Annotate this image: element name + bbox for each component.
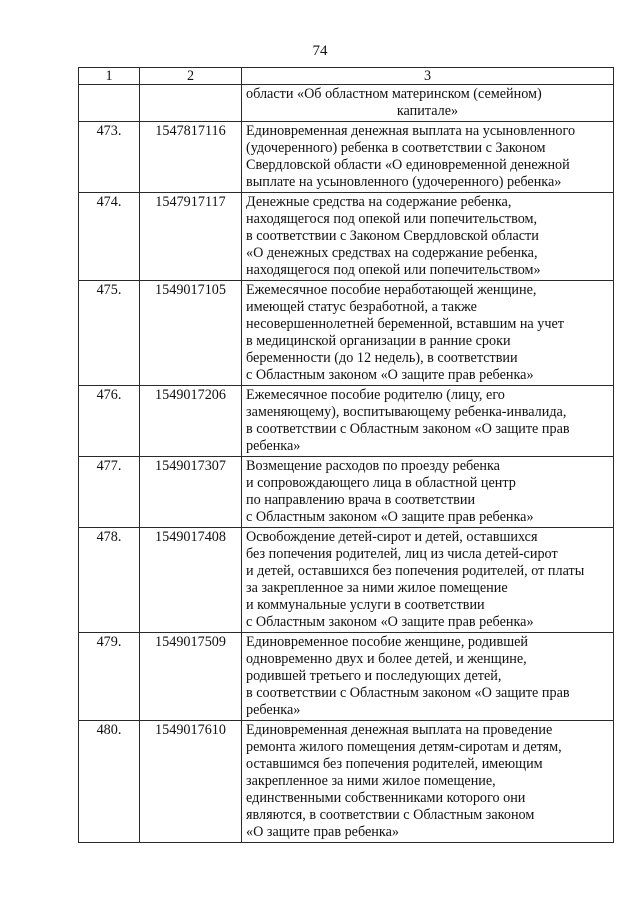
- description-line: «О защите прав ребенка»: [246, 824, 399, 840]
- column-header-code: 2: [140, 68, 242, 85]
- row-number-cell: 475.: [79, 281, 140, 386]
- table-row-continuation: [79, 85, 614, 122]
- description-line: Освобождение детей-сирот и детей, оставшихся: [246, 529, 538, 545]
- description-line: несовершеннолетней беременной, вставшим на учет: [246, 316, 565, 332]
- description-line: Единовременная денежная выплата на проведение: [246, 722, 553, 738]
- description-line: в соответствии с Областным законом «О защите прав: [246, 421, 570, 437]
- row-number-cell: 478.: [79, 528, 140, 633]
- description-line: с Областным законом «О защите прав ребенка»: [246, 509, 534, 525]
- table-header-row: [79, 68, 614, 85]
- column-header-number: 1: [79, 68, 140, 85]
- table-row: [79, 386, 614, 457]
- row-description-cell: [242, 528, 614, 633]
- description-line: беременности (до 12 недель), в соответствии: [246, 350, 518, 366]
- description-line: выплате на усыновленного (удочеренного) ребенка»: [246, 174, 562, 190]
- description-line: Ежемесячное пособие неработающей женщине,: [246, 282, 537, 298]
- description-line: в соответствии с Законом Свердловской области: [246, 228, 539, 244]
- row-description-cell: [242, 386, 614, 457]
- table-row: [79, 457, 614, 528]
- description-line: «О денежных средствах на содержание ребенка,: [246, 245, 538, 261]
- description-line: Ежемесячное пособие родителю (лицу, его: [246, 387, 505, 403]
- description-line: Единовременная денежная выплата на усыновленного: [246, 123, 576, 139]
- description-line: в соответствии с Областным законом «О защите прав: [246, 685, 570, 701]
- row-number-cell: [79, 85, 140, 122]
- row-description-cell: [242, 721, 614, 843]
- row-code-cell: 1547817116: [140, 122, 242, 193]
- page-number: 74: [312, 43, 328, 59]
- row-description-cell: [242, 457, 614, 528]
- row-code-cell: 1549017307: [140, 457, 242, 528]
- description-line: единственными собственниками которого они: [246, 790, 526, 806]
- row-description-cell: [242, 633, 614, 721]
- description-line: области «Об областном материнском (семейном): [246, 86, 542, 102]
- description-line: с Областным законом «О защите прав ребенка»: [246, 367, 534, 383]
- table-row: [79, 193, 614, 281]
- description-line: оставшимся без попечения родителей, имеющим: [246, 756, 543, 772]
- description-line: (удочеренного) ребенка в соответствии с Законом: [246, 140, 546, 156]
- description-line: капитале»: [396, 103, 459, 119]
- row-description-cell: [242, 122, 614, 193]
- row-number-cell: 476.: [79, 386, 140, 457]
- description-line: одновременно двух и более детей, и женщине,: [246, 651, 527, 667]
- description-line: имеющей статус безработной, а также: [246, 299, 477, 315]
- row-number-cell: 477.: [79, 457, 140, 528]
- description-line: являются, в соответствии с Областным законом: [246, 807, 535, 823]
- table-row: [79, 721, 614, 843]
- row-code-cell: 1549017509: [140, 633, 242, 721]
- description-line: Возмещение расходов по проезду ребенка: [246, 458, 500, 474]
- description-line: заменяющему), воспитывающему ребенка-инвалида,: [246, 404, 567, 420]
- row-number-cell: 480.: [79, 721, 140, 843]
- description-line: за закрепленное за ними жилое помещение: [246, 580, 508, 596]
- description-line: закрепленное за ними жилое помещение,: [246, 773, 496, 789]
- description-line: ребенка»: [246, 702, 301, 718]
- column-header-description: 3: [242, 68, 614, 85]
- description-line: без попечения родителей, лиц из числа детей-сирот: [246, 546, 558, 562]
- row-code-cell: 1549017105: [140, 281, 242, 386]
- row-description-cell: [242, 281, 614, 386]
- table-row: [79, 281, 614, 386]
- description-line: находящегося под опекой или попечительством,: [246, 211, 538, 227]
- table-row: [79, 633, 614, 721]
- description-line: находящегося под опекой или попечительством»: [246, 262, 541, 278]
- description-line: и детей, оставшихся без попечения родителей, от платы: [246, 563, 585, 579]
- description-line: Свердловской области «О единовременной денежной: [246, 157, 570, 173]
- row-number-cell: 479.: [79, 633, 140, 721]
- row-description-cell: [242, 193, 614, 281]
- row-number-cell: 473.: [79, 122, 140, 193]
- description-line: ремонта жилого помещения детям-сиротам и детям,: [246, 739, 562, 755]
- description-line: родившей третьего и последующих детей,: [246, 668, 502, 684]
- row-code-cell: 1549017408: [140, 528, 242, 633]
- description-line: с Областным законом «О защите прав ребенка»: [246, 614, 534, 630]
- row-description-cell: [242, 85, 614, 122]
- row-code-cell: 1549017610: [140, 721, 242, 843]
- description-line: Единовременное пособие женщине, родившей: [246, 634, 529, 650]
- description-line: и коммунальные услуги в соответствии: [246, 597, 485, 613]
- row-code-cell: 1547917117: [140, 193, 242, 281]
- description-line: Денежные средства на содержание ребенка,: [246, 194, 512, 210]
- description-line: по направлению врача в соответствии: [246, 492, 476, 508]
- table-row: [79, 122, 614, 193]
- row-number-cell: 474.: [79, 193, 140, 281]
- row-code-cell: 1549017206: [140, 386, 242, 457]
- table-row: [79, 528, 614, 633]
- row-code-cell: [140, 85, 242, 122]
- description-line: ребенка»: [246, 438, 301, 454]
- budget-codes-table: [78, 67, 614, 843]
- description-line: и сопровождающего лица в областной центр: [246, 475, 516, 491]
- description-line: в медицинской организации в ранние сроки: [246, 333, 511, 349]
